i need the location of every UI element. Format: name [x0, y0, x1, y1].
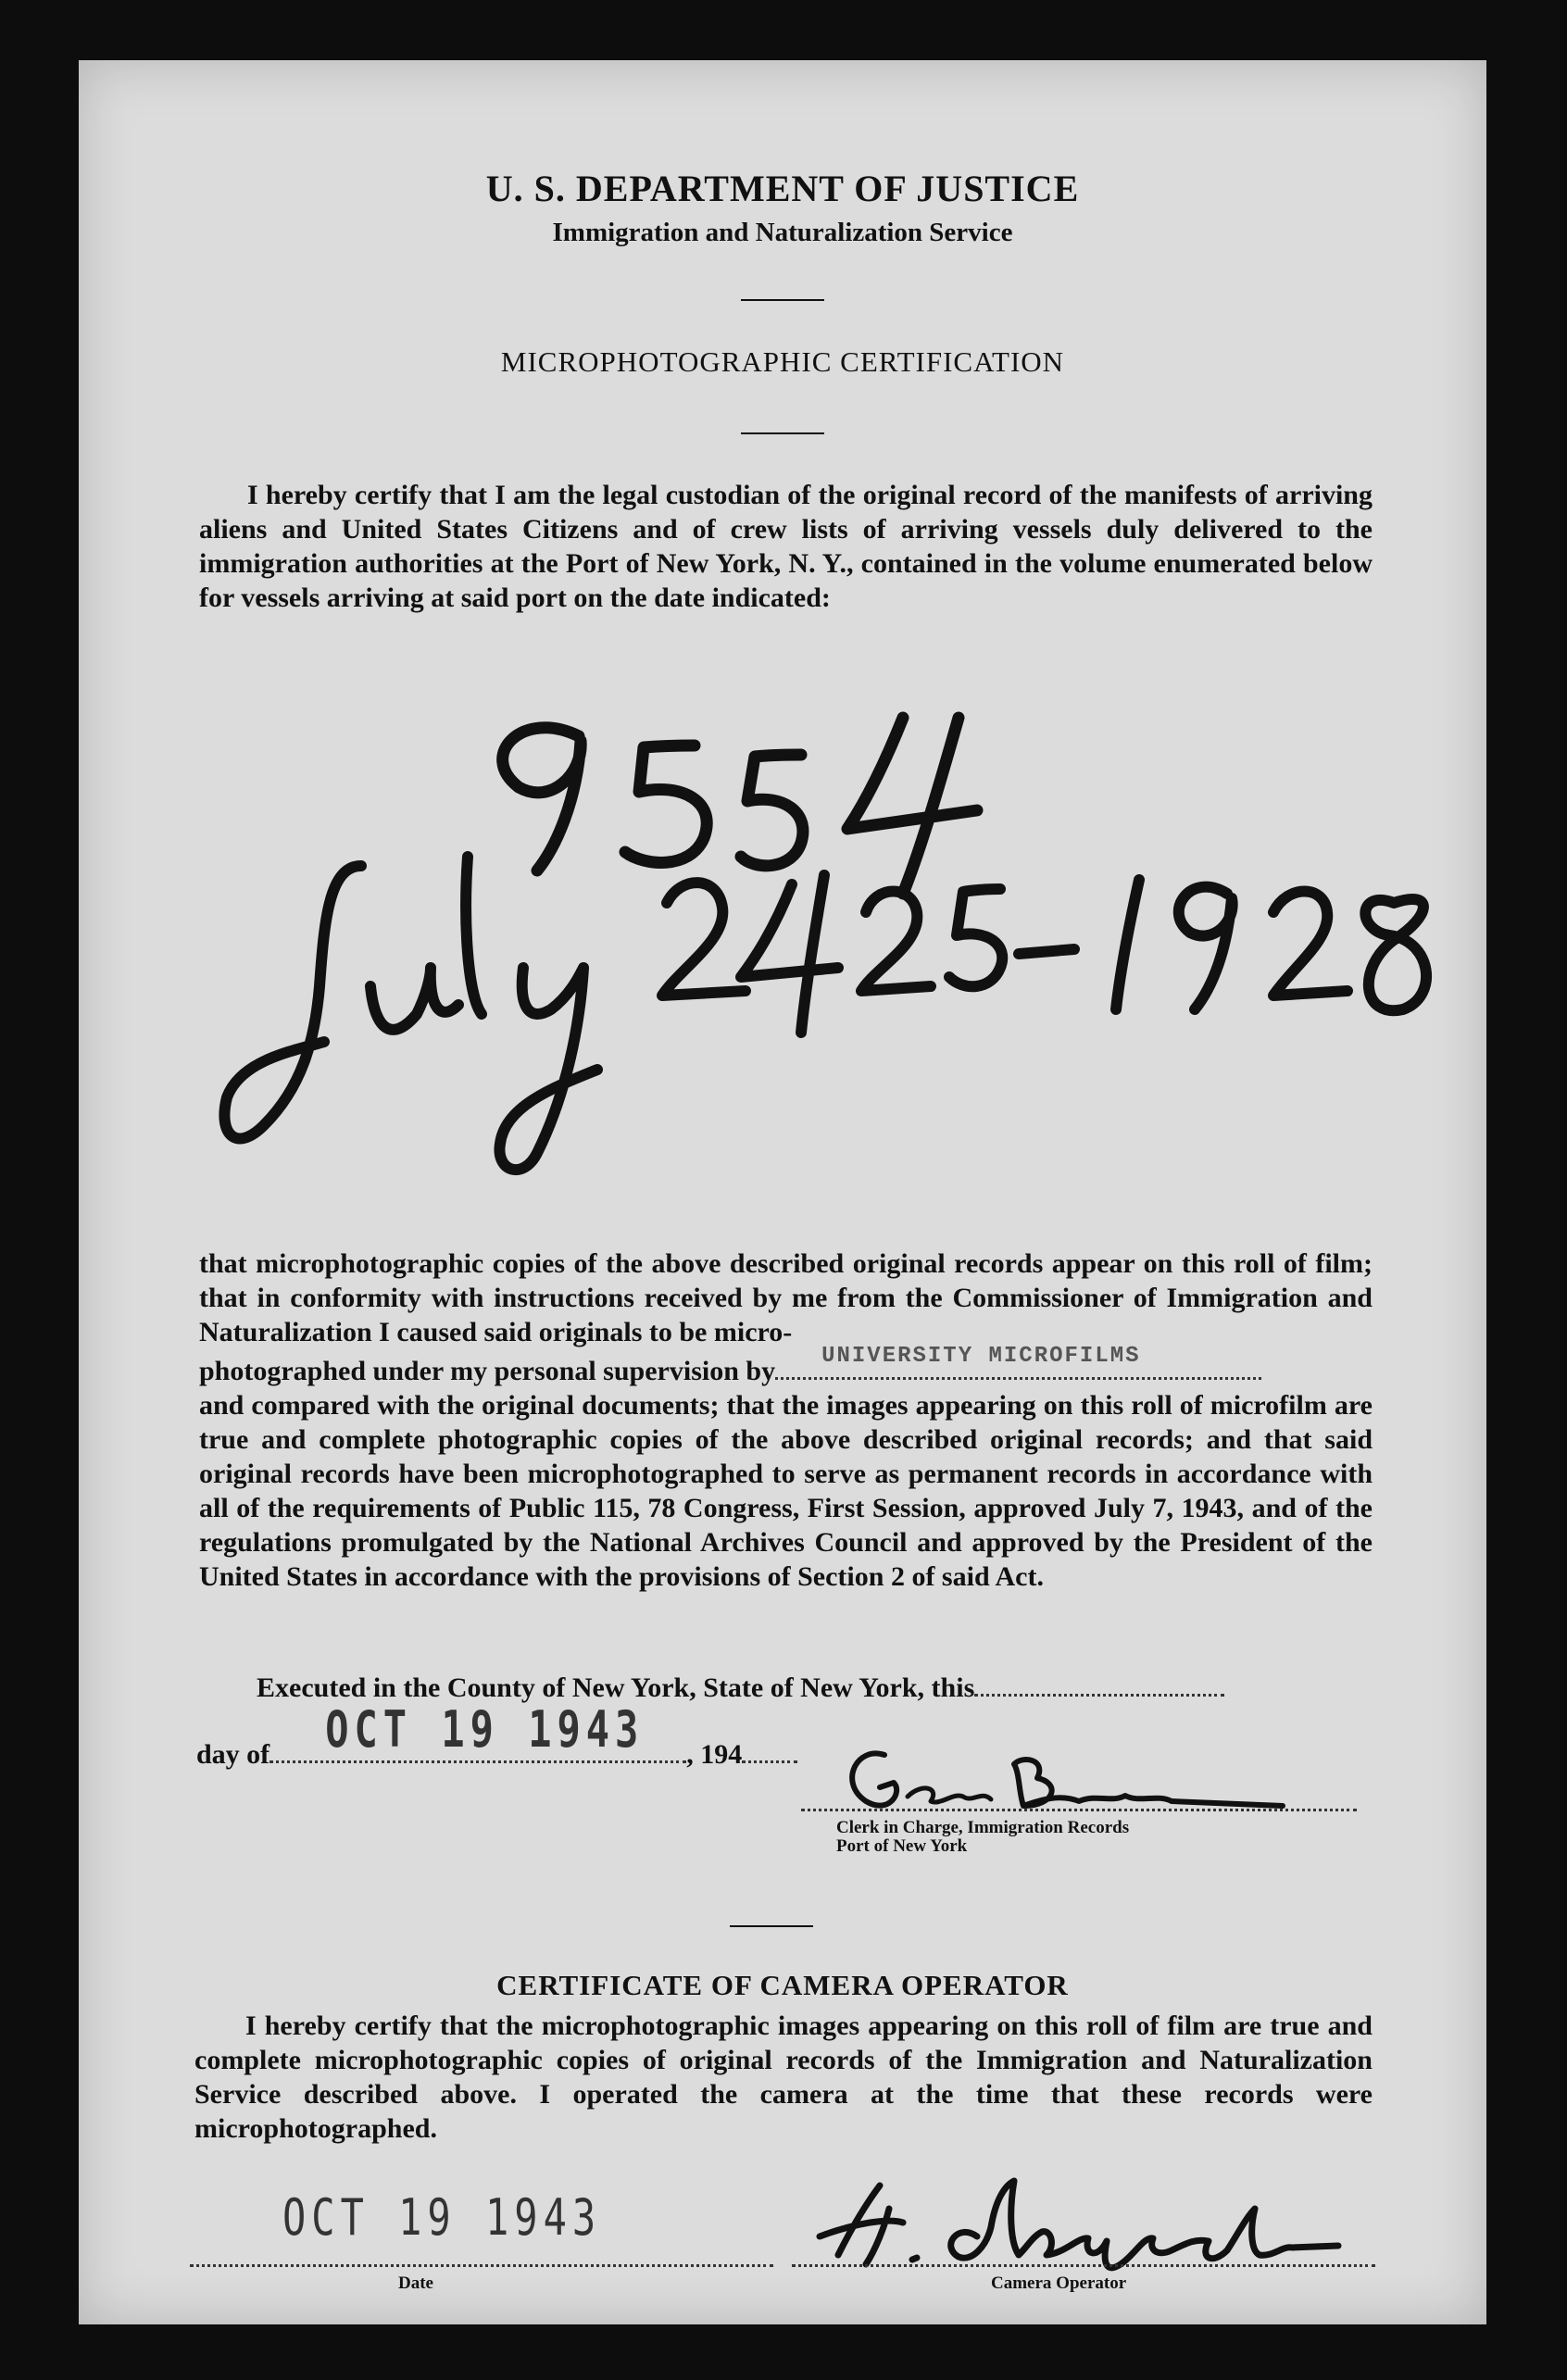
camera-operator-label: Camera Operator [991, 2274, 1127, 2293]
clerk-signature [801, 1736, 1357, 1820]
day-of-label: day of [196, 1739, 270, 1770]
divider [741, 299, 824, 301]
camera-certificate-paragraph [194, 2009, 1373, 2146]
executed-text: Executed in the County of New York, State of New York, this [257, 1672, 975, 1703]
clerk-title-2: Port of New York [836, 1836, 968, 1856]
camera-date-line [190, 2264, 773, 2267]
operator-signature-line [792, 2264, 1375, 2267]
document-page [79, 60, 1486, 2324]
divider [741, 432, 824, 434]
body-text-1: that microphotographic copies of the above described original records appear on this roll of film; that in conformity with instructions received by me from the Commissioner of Immigration and Naturalization I caused said originals to be micro- [199, 1248, 1373, 1347]
camera-date-stamp: OCT 19 1943 [282, 2187, 602, 2247]
department-heading: U. S. DEPARTMENT OF JUSTICE [485, 168, 1080, 209]
camera-certificate-text: I hereby certify that the microphotographic images appearing on this roll of film are true and complete microphotographic copies of original records of the Immigration and Naturalization Service described above. I operated the camera at the time that these records were microphotographed. [194, 2010, 1373, 2144]
year-field [742, 1736, 797, 1763]
certification-title: MICROPHOTOGRAPHIC CERTIFICATION [500, 345, 1065, 378]
supervisor-field [775, 1344, 1261, 1380]
handwriting-drawing [162, 690, 1477, 1190]
divider [730, 1925, 813, 1927]
body-paragraph [199, 1246, 1373, 1594]
clerk-signature-line [801, 1809, 1357, 1811]
camera-certificate-title: CERTIFICATE OF CAMERA OPERATOR [496, 1969, 1069, 2001]
supervision-line [199, 1344, 1373, 1388]
day-of-line [196, 1699, 797, 1771]
supervision-label: photographed under my personal supervision by [199, 1356, 776, 1386]
operator-signature-drawing [801, 2172, 1375, 2274]
clerk-title-1: Clerk in Charge, Immigration Records [836, 1818, 1130, 1837]
supervisor-value: UNIVERSITY MICROFILMS [821, 1344, 1141, 1369]
date-handwriting [224, 857, 1426, 1170]
camera-date-label: Date [398, 2274, 433, 2293]
day-of-field [270, 1699, 686, 1763]
operator-signature [801, 2172, 1375, 2274]
service-subheading: Immigration and Naturalization Service [552, 218, 1013, 247]
handwritten-entry [162, 690, 1477, 1190]
intro-paragraph [199, 478, 1373, 615]
clerk-signature-drawing [801, 1736, 1357, 1820]
intro-text: I hereby certify that I am the legal custodian of the original record of the manifests of arriving aliens and United States Citizens and of crew lists of arriving vessels duly delivered to the immigration authorities at the Port of New York, N. Y., contained in the volume enumerated below for vessels arriving at said port on the date indicated: [199, 480, 1373, 613]
body-text-2: and compared with the original documents; that the images appearing on this roll of microfilm are true and complete photographic copies of the above described original records; and that said original records have been microphotographed to serve as permanent records in accordance with all of the requirements of Public 115, 78 Congress, First Session, approved July 7, 1943, and of the regulations promulgated by the National Archives Council and approved by the President of the United States in accordance with the provisions of Section 2 of said Act. [199, 1390, 1373, 1592]
volume-number-handwriting [503, 718, 977, 894]
executed-day-field [974, 1670, 1224, 1697]
year-prefix: , 194 [686, 1739, 743, 1770]
date-stamp: OCT 19 1943 [325, 1699, 645, 1759]
